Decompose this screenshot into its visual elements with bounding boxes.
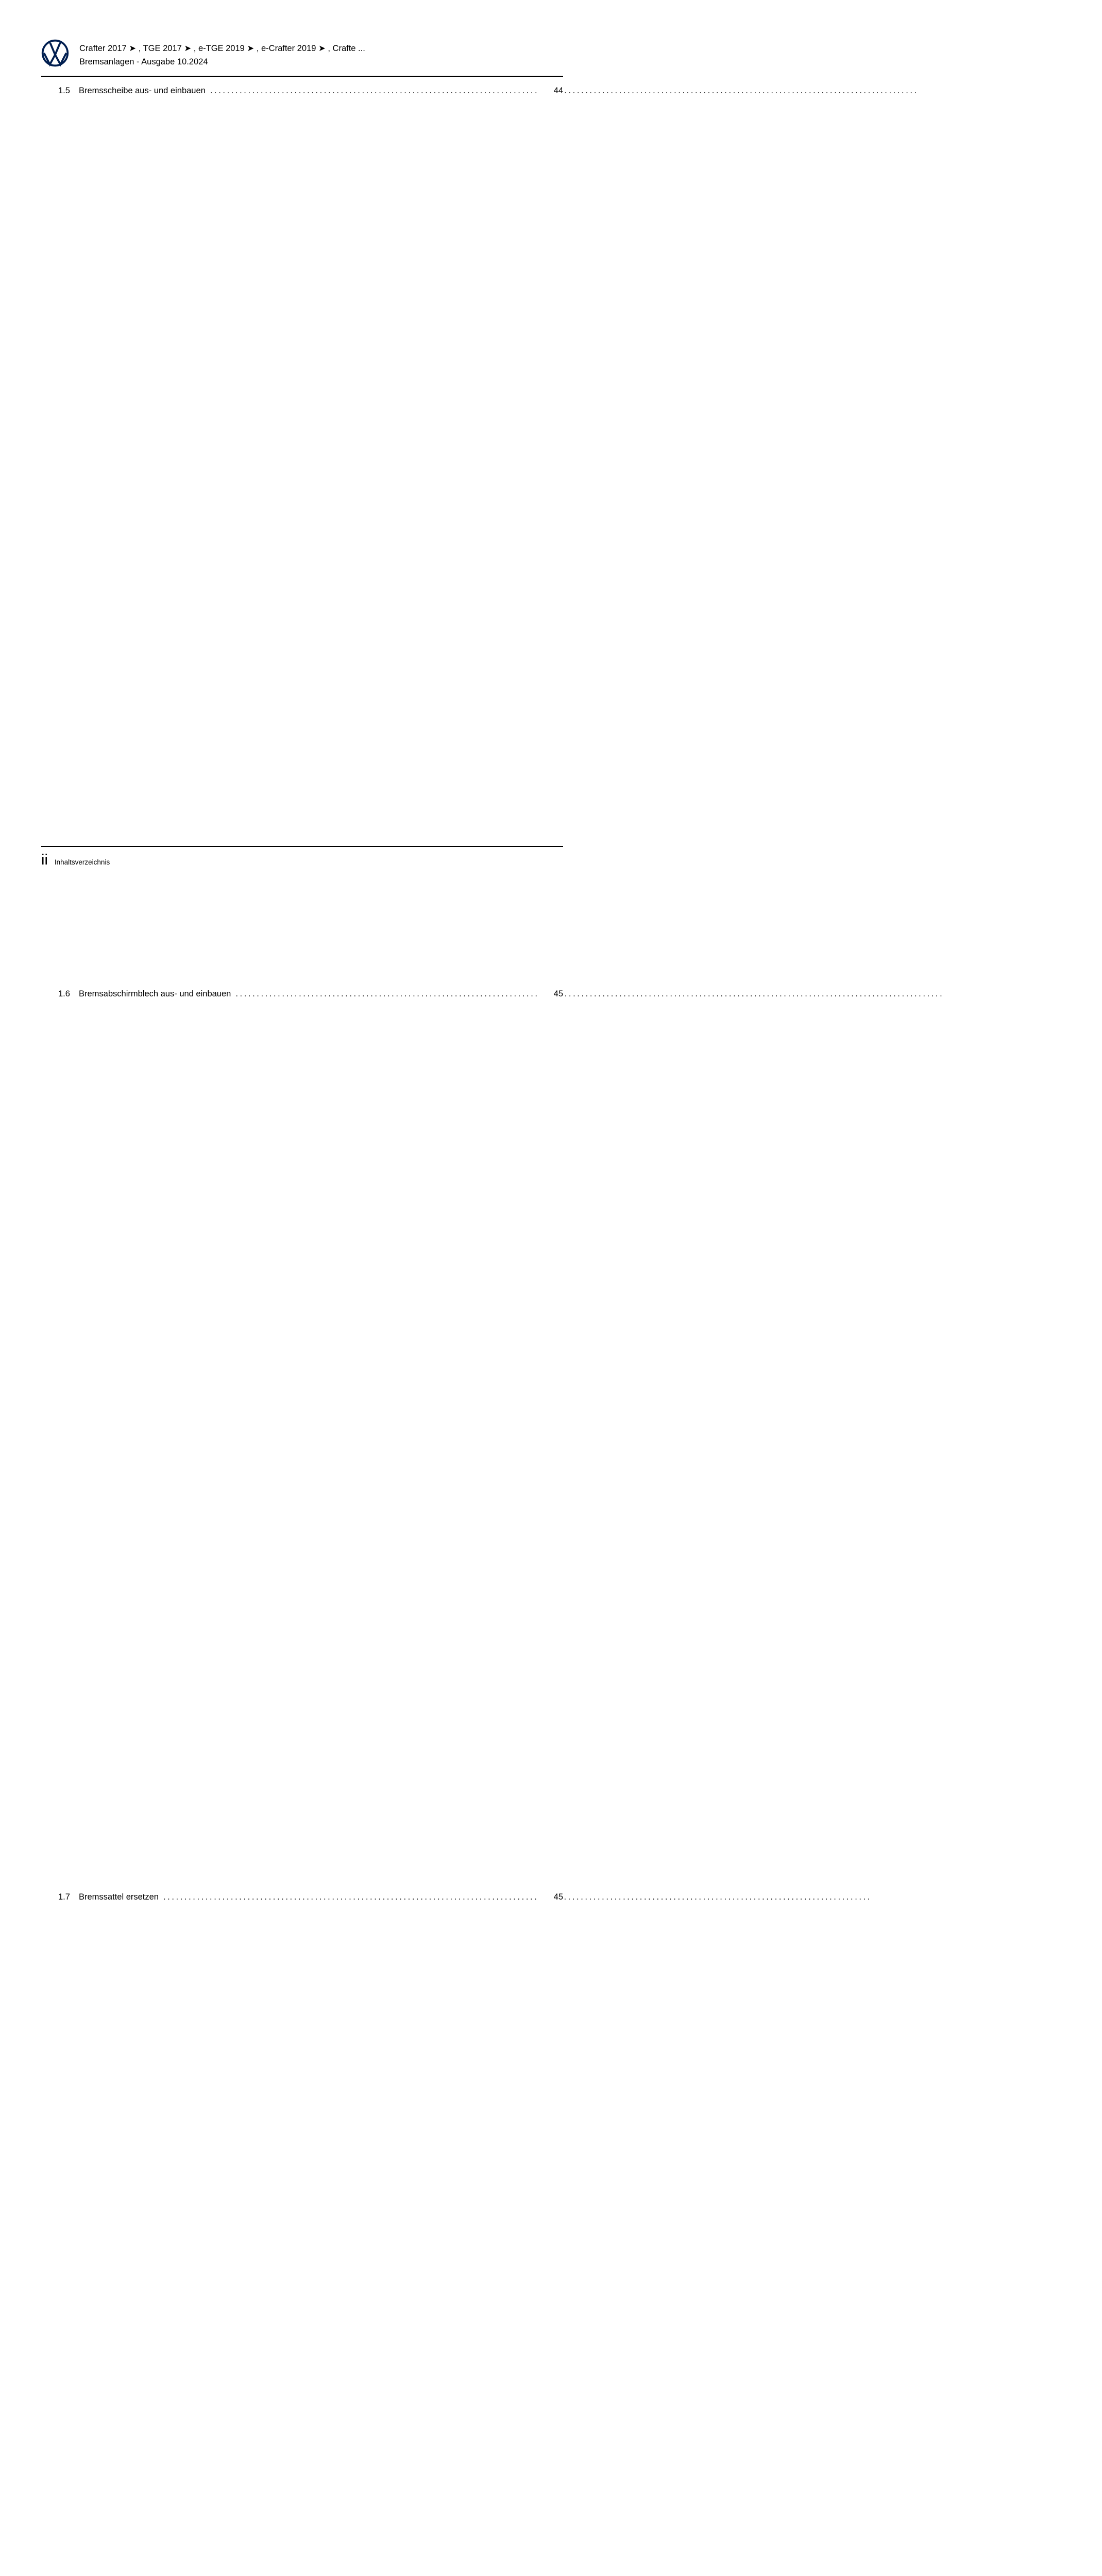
- footer-page-number: ii: [41, 852, 48, 868]
- toc-entry-page: 45: [538, 1891, 563, 2576]
- toc-row: [41, 1891, 563, 2576]
- document-page: [0, 0, 639, 1902]
- footer-label: Inhaltsverzeichnis: [54, 858, 110, 866]
- footer-divider: [41, 846, 563, 847]
- toc-row: [41, 84, 563, 988]
- toc-entry-page: 44: [538, 84, 563, 988]
- vw-logo-icon: [41, 39, 69, 67]
- toc-entry-number: 1.6: [58, 989, 70, 998]
- header-subtitle: Bremsanlagen - Ausgabe 10.2024: [79, 57, 208, 66]
- toc-entry-title: Bremssattel ersetzen: [79, 1892, 159, 1902]
- toc-row: [41, 988, 563, 1891]
- page-footer: [41, 851, 110, 869]
- header-title: Crafter 2017 ➤ , TGE 2017 ➤ , e-TGE 2019 ➤ , e-Crafter 2019 ➤ , Crafte ...: [79, 44, 365, 53]
- toc-entry-number: 1.7: [58, 1892, 70, 1902]
- table-of-contents: [41, 84, 563, 2576]
- toc-entry-title: Bremsabschirmblech aus- und einbauen: [79, 989, 231, 998]
- toc-dot-leader: [210, 84, 534, 97]
- toc-dot-leader: [235, 988, 534, 1001]
- toc-entry-title: Bremsscheibe aus- und einbauen: [79, 86, 206, 95]
- toc-entry-number: 1.5: [58, 86, 70, 95]
- toc-entry-page: 45: [538, 988, 563, 1891]
- toc-dot-leader: [163, 1891, 534, 1904]
- header-divider: [41, 76, 563, 77]
- page-header: [41, 39, 563, 69]
